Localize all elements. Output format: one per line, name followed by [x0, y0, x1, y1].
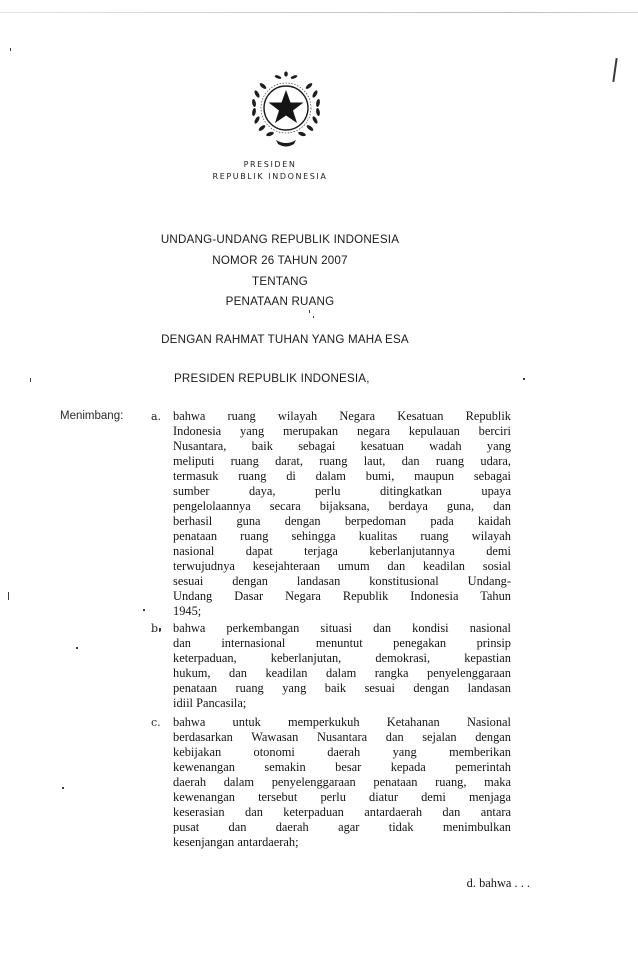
text-line: pengelolaannya secara bijaksana, berdaya guna, dan [173, 499, 511, 513]
scan-speck [62, 787, 64, 789]
text-line: keserasian dan keterpaduan antardaerah dan antara [173, 805, 511, 819]
scan-speck [309, 310, 310, 313]
text-line: berhasil guna dengan berpedoman pada kaidah [173, 514, 511, 528]
text-line: kesenjangan antardaerah; [173, 835, 299, 849]
considering-item-b [173, 621, 511, 711]
scan-speck [76, 647, 78, 649]
text-line: penataan ruang yang baik sesuai dengan landasan [173, 681, 511, 695]
item-letter-a: a. [151, 410, 162, 423]
about-label: TENTANG [252, 275, 308, 288]
text-line: bahwa perkembangan situasi dan kondisi nasional [173, 621, 511, 635]
continuation-catchword: d. bahwa . . . [466, 876, 530, 890]
text-line: 1945; [173, 604, 202, 618]
invocation: DENGAN RAHMAT TUHAN YANG MAHA ESA [161, 333, 409, 346]
text-line: Nusantara, baik sebagai kesatuan wadah yang [173, 439, 511, 453]
text-line: kewenangan semakin besar kepada pemerintah [173, 760, 511, 774]
text-line: pusat dan daerah agar tidak menimbulkan [173, 820, 511, 834]
item-letter-c: c. [151, 716, 161, 729]
scan-speck [313, 316, 314, 318]
text-line: termasuk ruang di dalam bumi, maupun sebagai [173, 469, 511, 483]
text-line: sesuai dengan landasan konstitusional Undang- [173, 574, 511, 588]
text-line: terwujudnya kesejahteraan umum dan keadilan sosial [173, 559, 511, 573]
considering-label: Menimbang: [60, 410, 124, 422]
scan-speck [8, 592, 9, 600]
text-line: sumber daya, perlu ditingkatkan upaya [173, 484, 511, 498]
law-subject: PENATAAN RUANG [225, 295, 335, 308]
considering-item-c [173, 715, 511, 850]
scan-speck [10, 48, 11, 51]
scan-speck [30, 378, 31, 382]
text-line: hukum, dan keadilan dalam rangka penyelenggaraan [173, 666, 511, 680]
text-line: bahwa untuk memperkukuh Ketahanan Nasional [173, 715, 511, 729]
text-line: idiil Pancasila; [173, 696, 247, 710]
letterhead-line-1: PRESIDEN [243, 160, 297, 169]
scan-speck [523, 378, 525, 380]
text-line: keterpaduan, keberlanjutan, demokrasi, kepastian [173, 651, 511, 665]
item-letter-b: b. [151, 622, 162, 635]
issuer: PRESIDEN REPUBLIK INDONESIA, [174, 372, 370, 385]
text-line: bahwa ruang wilayah Negara Kesatuan Republik [173, 409, 511, 423]
text-line: kewenangan tersebut perlu diatur demi menjaga [173, 790, 511, 804]
considering-item-a [173, 409, 511, 619]
law-title: UNDANG-UNDANG REPUBLIK INDONESIA [160, 233, 400, 246]
scan-edge-line [0, 12, 638, 13]
text-line: Undang Dasar Negara Republik Indonesia Tahun [173, 589, 511, 603]
text-line: kebijakan otonomi daerah yang memberikan [173, 745, 511, 759]
text-line: dan internasional menuntut penegakan prinsip [173, 636, 511, 650]
text-line: nasional dapat terjaga keberlanjutannya demi [173, 544, 511, 558]
state-emblem-icon [240, 66, 332, 152]
text-line: penataan ruang sehingga kualitas ruang wilayah [173, 529, 511, 543]
scan-speck [612, 58, 617, 82]
text-line: berdasarkan Wawasan Nusantara dan sejalan dengan [173, 730, 511, 744]
scan-speck [143, 609, 145, 611]
text-line: meliputi ruang darat, ruang laut, dan ruang udara, [173, 454, 511, 468]
text-line: daerah dalam penyelenggaraan penataan ruang, maka [173, 775, 511, 789]
text-line: Indonesia yang merupakan negara kepulauan berciri [173, 424, 511, 438]
law-number: NOMOR 26 TAHUN 2007 [212, 254, 348, 267]
letterhead-line-2: REPUBLIK INDONESIA [212, 172, 328, 181]
